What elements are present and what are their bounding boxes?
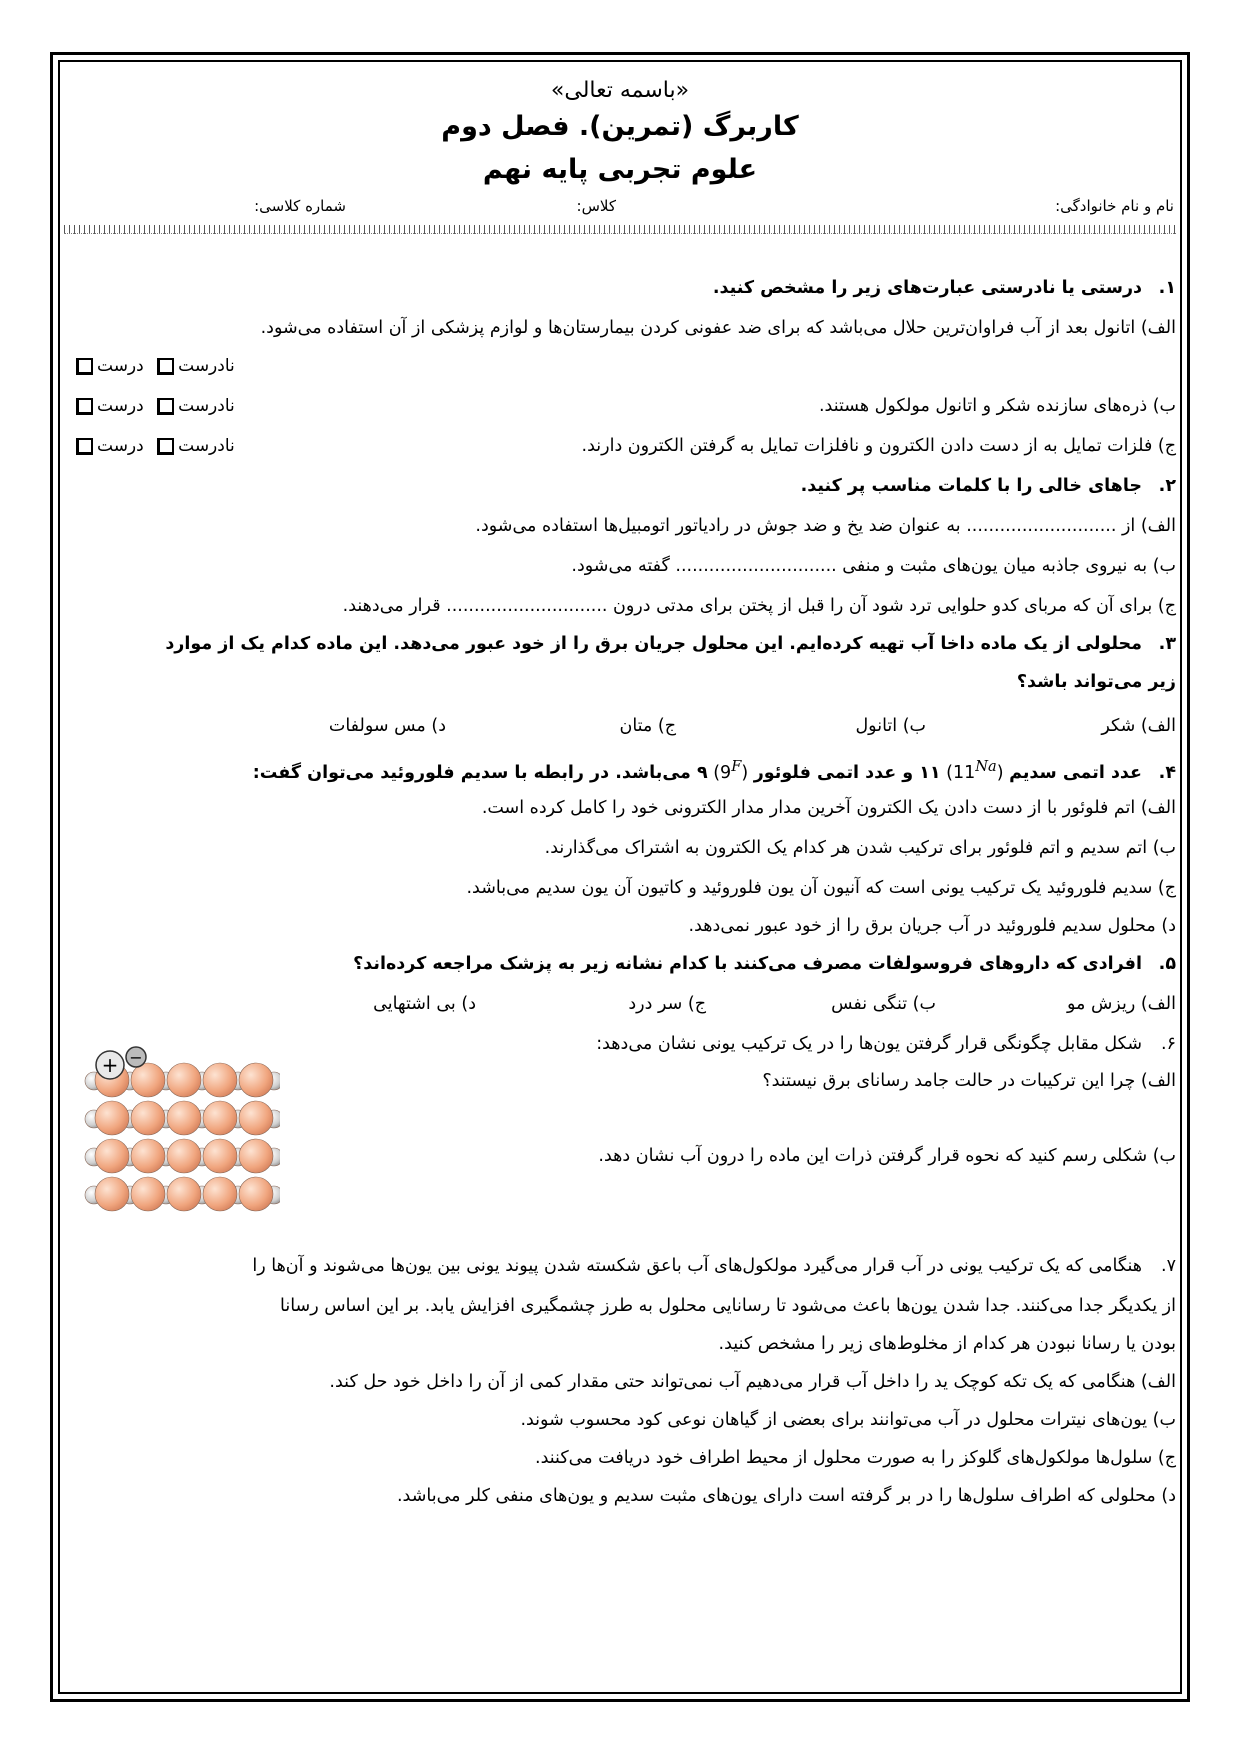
cation-sphere [239,1101,273,1135]
student-info [64,197,1176,221]
na-formula: $(11^{Na})$ [946,758,1004,783]
lattice-spheres [85,1063,280,1211]
name-label: نام و نام خانوادگی: [1055,197,1174,215]
q6-number: ۶. [1161,1034,1176,1054]
cation-sphere [203,1139,237,1173]
ionic-lattice-illustration [80,1045,280,1225]
cation-marker [96,1051,124,1079]
true-label: درست [97,436,144,456]
anion-marker [126,1047,146,1067]
q3-title-line1: محلولی از یک ماده داخا آب تهیه کرده‌ایم. این محلول جریان برق را از خود عبور می‌دهد. این ماده کدام یک از موارد [165,634,1142,654]
true-label: درست [97,396,144,416]
q6-b: ب) شکلی رسم کنید که نحوه قرار گرفتن ذرات این ماده را درون آب نشان دهد. [598,1146,1176,1166]
q7-c: ج) سلول‌ها مولکول‌های گلوکز را به صورت محلول از محیط اطراف خود دریافت می‌کنند. [535,1448,1176,1468]
q2-a: الف) از ........................... به عنوان ضد یخ و ضد جوش در رادیاتور اتومبیل‌ها استفاده می‌شود. [475,516,1176,536]
q5-option-d: د) بی اشتهایی [373,994,476,1014]
q1-c: ج) فلزات تمایل به از دست دادن الکترون و نافلزات تمایل به گرفتن الکترون دارند. [581,436,1176,456]
q1-a: الف) اتانول بعد از آب فراوان‌ترین حلال می‌باشد که برای ضد عفونی کردن بیمارستان‌ها و لوازم پزشکی از آن استفاده می‌شود. [260,318,1176,338]
q5-title: افرادی که داروهای فروسولفات مصرف می‌کنند با کدام نشانه زیر به پزشک مراجعه کرده‌اند؟ [353,954,1142,974]
q7-paragraph-line3: بودن یا رسانا نبودن هر کدام از مخلوط‌های زیر را مشخص کنید. [718,1334,1176,1354]
q7-d: د) محلولی که اطراف سلول‌ها را در بر گرفته است دارای یون‌های مثبت سدیم و یون‌های منفی کلر می‌باشد. [396,1486,1176,1506]
f-formula: $(9^F)$ [713,758,749,783]
worksheet-title: کاربرگ (تمرین). فصل دوم [441,111,799,142]
q2-b: ب) به نیروی جاذبه میان یون‌های مثبت و منفی ............................. گفته می‌شود. [571,556,1176,576]
q7-p1-row [64,1256,1176,1276]
q2-number: ۲. [1158,476,1176,496]
q3-title-line2-row [64,672,1176,692]
q1-number: ۱. [1158,278,1176,298]
number-label: شماره کلاسی: [254,197,346,215]
false-checkbox[interactable] [157,358,174,375]
worksheet-subject: علوم تجربی پایه نهم [482,154,758,185]
header [64,78,1176,185]
cation-sphere [167,1063,201,1097]
minus-sign: − [129,1048,143,1067]
cation-sphere [95,1177,129,1211]
q4-a: الف) اتم فلوئور با از دست دادن یک الکترون آخرین مدار مدار الکترونی خود را کامل کرده است. [481,798,1176,818]
true-checkbox[interactable] [76,438,93,455]
q5-option-a: الف) ریزش مو [1066,994,1176,1014]
q6-title: شکل مقابل چگونگی قرار گرفتن یون‌ها را در یک ترکیب یونی نشان می‌دهد: [596,1034,1142,1054]
false-label: نادرست [178,436,235,456]
q5-option-b: ب) تنگی نفس [831,994,936,1014]
q5-heading [64,954,1176,974]
false-checkbox[interactable] [157,398,174,415]
plus-sign: + [101,1053,119,1077]
false-label: نادرست [178,396,235,416]
cation-sphere [239,1139,273,1173]
cation-sphere [131,1101,165,1135]
cation-sphere [239,1177,273,1211]
q2-c: ج) برای آن که مربای کدو حلوایی ترد شود آن را قبل از پختن برای مدتی درون ............................. قرار می‌دهند. [342,596,1176,616]
q1-b-options [72,396,235,416]
true-label: درست [97,356,144,376]
q6-a: الف) چرا این ترکیبات در حالت جامد رسانای برق نیستند؟ [762,1071,1176,1091]
na-symbol: Na [975,758,997,775]
q1-a-options [72,356,235,376]
cation-sphere [131,1139,165,1173]
q4-number: ۴. [1158,762,1176,783]
q2-heading [64,476,1176,496]
cation-sphere [95,1101,129,1135]
q4-c: ج) سدیم فلوروئید یک ترکیب یونی است که آنیون آن یون فلوروئید و کاتیون آن یون سدیم می‌باشد. [466,878,1176,898]
cation-sphere [203,1063,237,1097]
q3-heading [64,634,1176,654]
cation-sphere [167,1177,201,1211]
q5-number: ۵. [1158,954,1176,974]
q1-title: درستی یا نادرستی عبارت‌های زیر را مشخص کنید. [712,278,1142,298]
q4-d: د) محلول سدیم فلوروئید در آب جریان برق را از خود عبور نمی‌دهد. [688,916,1176,936]
header-divider [64,225,1176,234]
q3-option-c: ج) متان [619,716,676,736]
false-label: نادرست [178,356,235,376]
q4-b: ب) اتم سدیم و اتم فلوئور برای ترکیب شدن هر کدام یک الکترون به اشتراک می‌گذارند. [544,838,1176,858]
true-checkbox[interactable] [76,398,93,415]
q4-heading [64,758,1176,783]
cation-sphere [131,1177,165,1211]
q1-c-options [72,436,235,456]
cation-sphere [167,1101,201,1135]
q4-title-part3: ۹ می‌باشد. در رابطه با سدیم فلوروئید می‌توان گفت: [252,762,708,783]
cation-sphere [203,1177,237,1211]
q7-a: الف) هنگامی که یک تکه کوچک ید را داخل آب قرار می‌دهیم آب نمی‌تواند حتی مقدار کمی از آن را داخل خود حل کند. [329,1372,1176,1392]
cation-sphere [95,1139,129,1173]
false-checkbox[interactable] [157,438,174,455]
header-basmala: «باسمه تعالی» [550,78,690,103]
q2-title: جاهای خالی را با کلمات مناسب پر کنید. [800,476,1142,496]
q7-b: ب) یون‌های نیترات محلول در آب می‌توانند برای بعضی از گیاهان نوعی کود محسوب شوند. [520,1410,1176,1430]
q1-b: ب) ذره‌های سازنده شکر و اتانول مولکول هستند. [818,396,1176,416]
q3-title-line2: زیر می‌تواند باشد؟ [1016,672,1176,692]
cation-sphere [203,1101,237,1135]
cation-sphere [167,1139,201,1173]
q1-heading [64,278,1176,298]
q3-number: ۳. [1158,634,1176,654]
cation-sphere [239,1063,273,1097]
worksheet [64,66,1176,1688]
true-checkbox[interactable] [76,358,93,375]
q4-title-part1: عدد اتمی سدیم [1009,762,1142,783]
class-label: کلاس: [576,197,616,215]
q3-option-b: ب) اتانول [855,716,926,736]
cation-sphere [131,1063,165,1097]
f-symbol: F [731,758,742,775]
q4-title-part2: ۱۱ و عدد اتمی فلوئور [753,762,941,783]
q5-option-c: ج) سر درد [628,994,706,1014]
q3-option-d: د) مس سولفات [328,716,446,736]
q7-paragraph-line2: از یکدیگر جدا می‌کنند. جدا شدن یون‌ها باعث می‌شود تا رسانایی محلول به طرز چشمگیری افزایش یابد. بر این اساس رسانا [280,1296,1176,1316]
q7-paragraph-line1: هنگامی که یک ترکیب یونی در آب قرار می‌گیرد مولکول‌های آب باعق شکسته شدن پیوند یونی بین یون‌ها می‌شوند و آن‌ها را [252,1256,1142,1276]
q3-option-a: الف) شکر [1101,716,1176,736]
q7-number: ۷. [1161,1256,1176,1276]
